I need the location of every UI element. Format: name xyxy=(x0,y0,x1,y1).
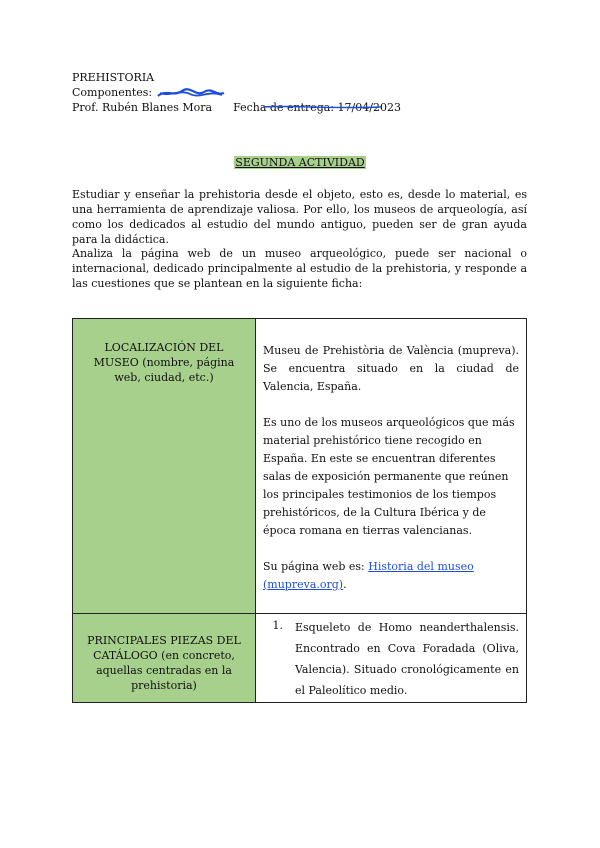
subject-line: PREHISTORIA xyxy=(72,71,155,84)
list-item-number: 1. xyxy=(272,619,283,632)
museum-description-text: Es uno de los museos arqueológicos que más material prehistórico tiene recogido en España. En este se encuentran diferentes salas de exposición permanente que reúnen los principales testimonios de los tiempos prehistóricos, de la Cultura Ibérica y de época romana en tierras valencianas. xyxy=(263,416,515,537)
museum-worksheet-table xyxy=(72,318,527,703)
instructions-paragraph: Analiza la página web de un museo arqueológico, puede ser nacional o internacional, dedicado principalmente al estudio de la prehistoria, y responde a las cuestiones que se plantean en la siguiente ficha: xyxy=(72,247,527,290)
strike-scribble-icon xyxy=(233,102,383,114)
document-header xyxy=(72,70,401,115)
table-row xyxy=(73,614,527,703)
table-row xyxy=(73,319,527,614)
professor-line xyxy=(72,100,401,115)
location-label-cell xyxy=(73,319,256,614)
pieces-answer-cell xyxy=(256,614,527,703)
location-answer-cell xyxy=(256,319,527,614)
components-line xyxy=(72,85,401,100)
delivery-date: Fecha de entrega: 17/04/2023 xyxy=(233,101,401,114)
intro-paragraph: Estudiar y enseñar la prehistoria desde el objeto, esto es, desde lo material, es una herramienta de aprendizaje valiosa. Por ello, los museos de arqueología, así como los dedicados al estudio del mundo antiguo, pueden ser de gran ayuda para la didáctica. xyxy=(72,188,527,246)
list-item xyxy=(263,617,519,701)
redaction-scribble-icon xyxy=(156,87,226,99)
pieces-label: PRINCIPALES PIEZAS DEL CATÁLOGO (en concreto, aquellas centradas en la prehistoria) xyxy=(87,634,241,692)
list-item-text: Esqueleto de Homo neanderthalensis. Encontrado en Cova Foradada (Oliva, Valencia). Situado cronológicamente en el Paleolítico medio. xyxy=(295,621,519,697)
museum-link[interactable]: Historia del museo (mupreva.org) xyxy=(263,560,474,591)
location-label: LOCALIZACIÓN DEL MUSEO (nombre, página web, ciudad, etc.) xyxy=(93,341,235,384)
activity-title: SEGUNDA ACTIVIDAD xyxy=(235,156,365,169)
museum-name-text: Museu de Prehistòria de València (mupreva). Se encuentra situado en la ciudad de Valencia, España. xyxy=(263,344,519,393)
professor-name: Prof. Rubén Blanes Mora xyxy=(72,101,213,114)
pieces-label-cell xyxy=(73,614,256,703)
museum-web-text: Su página web es: Historia del museo (mupreva.org). xyxy=(263,560,474,591)
redacted-names xyxy=(156,85,258,100)
components-label: Componentes: xyxy=(72,86,153,99)
